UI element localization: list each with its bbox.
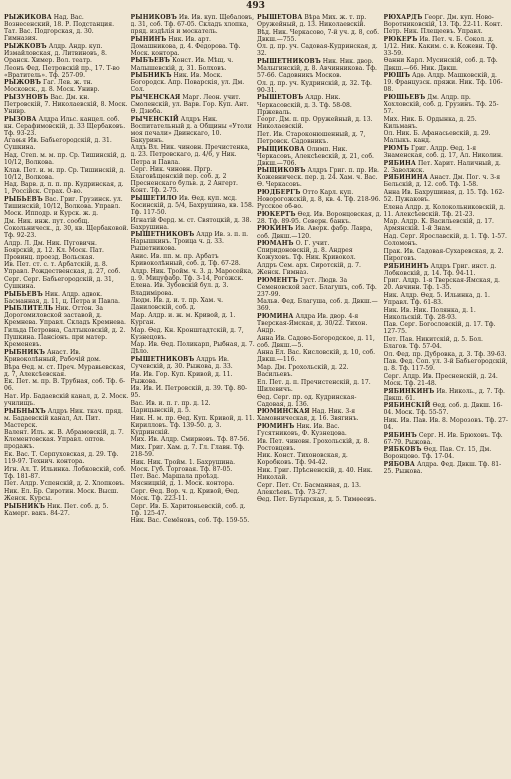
entry-surname: РЮШЪ	[383, 72, 411, 80]
entry-details: Ек. Пет. м. пр. В. Трубная, соб. Тф. 6-06.	[4, 378, 126, 393]
entry-surname: РЮМЪ	[383, 145, 410, 152]
directory-entry	[384, 72, 509, 93]
entry-details: Ник. Ив. Вас. Гусятниковъ, Ф. Кузнецова.	[257, 422, 347, 437]
entry-details: Анаст. Дм. Пог. ч. 3-я Бельскій, д. 12. соб. Тф. 1-58.	[383, 174, 501, 189]
directory-entry	[257, 364, 382, 378]
entry-surname: РЫШЕТОВЪ	[257, 94, 304, 102]
entry-details: Мих. Ив. Алдр. Смирновъ. Тф. 87-56.	[130, 436, 250, 444]
directory-entry	[131, 341, 256, 355]
directory-entry	[257, 277, 382, 298]
entry-details: Григ. Алдр. 1-я Тверская-Ямская, д. 20. Авчинн. Тф. 1-35.	[383, 277, 500, 292]
directory-entry	[384, 218, 509, 232]
entry-details: Ел. Пет. д. п. Пречистенскій, д. 17. Шилевичъ.	[257, 378, 371, 393]
entry-details: Отто Карл. куп. Новорогожскій, д. 8, кв. 4. Тф. 218-96. Русское об-во.	[257, 189, 381, 211]
entry-details: Ѳед. Пав. Ст. 15, Дм. Воронцово. Тф. 17-04.	[383, 446, 492, 461]
entry-surname: РЫШЕТОВА	[257, 14, 303, 21]
entry-surname: РЫШЕТНИКОВЪ	[257, 58, 321, 66]
entry-surname: РЫЧЕНСКАЯ	[130, 93, 181, 101]
directory-entry	[4, 276, 129, 290]
entry-details: Серг. Ѳед. Вор. ч. д. Кривой, Ѳед. Моск. Тф. 223-11.	[130, 488, 240, 503]
directory-entry	[384, 373, 509, 387]
entry-details: Ник. Оттон. За Дорогомиловской заставой, д. Кремнева. Управл. Складъ Кремнева.	[4, 305, 126, 327]
entry-surname: РЮКЕРТЪ	[257, 210, 296, 218]
directory-entry	[257, 58, 382, 79]
entry-details: Ол. Ник. Б. Афанасьевскій, д. 29. Малыкъ. канд.	[383, 130, 491, 145]
entry-surname: РЫЩИКОВЪ	[257, 167, 306, 175]
entry-details: Алдръ Григ. п. пр. Ив. Кожевническ. пер. д. 24. Хам. ч. Вас. Ѳ. Черкасовъ.	[257, 167, 379, 189]
directory-entry	[384, 417, 509, 431]
entry-details: Ѳед. Ив. Воронцовская, д. 28. Тф. 89-95. Северн. банкъ.	[257, 210, 382, 225]
directory-entry	[384, 174, 509, 188]
directory-entry	[384, 57, 509, 71]
entry-details: Ѳед. соб. д. Двкш. 16-04. Моск. Тф. 55-57.	[383, 402, 503, 417]
entry-surname: РЯБИНИНЪ	[383, 262, 429, 270]
entry-details: Пав. Фед. Соп. ул. 3-й Бабьегородскій, д. 8. Тф. 117-59.	[383, 358, 508, 373]
entry-surname: РЯБИНИНА	[383, 174, 428, 182]
entry-details: Мар. Ѳед. Кн. Кронштадтскій, д. 7, Кузнецовъ.	[130, 326, 244, 341]
directory-entry	[257, 394, 382, 408]
directory-entry	[131, 312, 256, 326]
entry-surname: РЫЖОВЪ	[4, 79, 42, 87]
entry-details: Ник. Пет. соб. д. 5. Камерг. вакъ. 84-27.	[4, 502, 109, 517]
directory-entry	[4, 305, 129, 326]
entry-details: Ив. Ѳед. куп. мсд. Косинскій, д. 5/4, Бахрушина, кв. 158. Тф. 117-50.	[130, 194, 254, 217]
directory-entry	[384, 14, 509, 35]
entry-details: Ол. Фед. пр. Дубровка, д. 3. Тф. 39-63.	[383, 350, 507, 358]
directory-entry	[4, 349, 129, 363]
entry-surname: РЫШЕТНИКОВЪ	[130, 231, 195, 239]
column-4	[384, 14, 509, 776]
entry-details: Клав. Пет. и. м. пр. Ср. Тишинскій, д. 10/12, Волкова.	[4, 166, 126, 181]
entry-details: Пет. Вас. Маршала проѣзд. Мясницкій, д. 1. Моск. контора.	[130, 473, 235, 488]
entry-surname: РЫЗОВА	[4, 115, 37, 123]
entry-details: Алдра. Фед. Двкш. Тф. 81-25. Рыжова.	[383, 461, 502, 476]
entry-details: Анна Ел. Вас. Кисловскій, д. 10, соб. Двкш.—116.	[257, 349, 376, 364]
directory-entry	[131, 473, 256, 487]
directory-entry	[4, 378, 129, 392]
directory-entry	[4, 466, 129, 480]
directory-entry	[131, 385, 256, 399]
directory-entry	[257, 94, 382, 115]
directory-entry	[257, 240, 382, 261]
entry-details: Алдръ Ник. ткач. пряд. м. Бадаевскій канал, Ал. Пит. Мастерск.	[4, 407, 123, 429]
entry-details: Конст. Ив. Мѣщ. ч. Малышевскій, д. 31. Болховъ.	[130, 57, 234, 72]
directory-entry	[384, 263, 509, 277]
entry-details: Мих. Ник. Б. Ордынка, д. 25. Кильманъ.	[383, 115, 477, 130]
entry-details: Вас. Григ. Грузинск. ул. Тишинскій, 10/12, Волкова. Управл. Моск. Ипподр. и Курск. ж. д.	[4, 196, 123, 218]
entry-details: Серг. Ник. чиновн. Пргр. Благовѣщенскій пер. соб. д. 2 Пресненскаго бульв. д. 2 Ангерт. Конт. Тф. 2-75.	[130, 166, 238, 195]
directory-entry	[131, 436, 256, 443]
entry-details: Алдръ Ив. Сучевскій, д. 30. Рыжова, д. 33.	[130, 355, 233, 370]
directory-entry	[384, 292, 509, 306]
entry-details: Ив. Николь., д. 7. Тф. Двкш. 61.	[383, 387, 505, 402]
directory-entry	[4, 137, 129, 151]
directory-entry	[257, 146, 382, 167]
column-2	[131, 14, 256, 776]
entry-details: Алдр Ив. з. п. п. Нарышкинъ. Троица ч. д. 33. Рышетникова.	[130, 231, 249, 253]
entry-surname: РЫБНИКЪ	[4, 502, 46, 510]
directory-entry	[384, 336, 509, 350]
entry-surname: РЫШЕТНИКОВЪ	[130, 355, 195, 363]
entry-surname: РЮДБЕРГЪ	[257, 189, 301, 197]
directory-entry	[257, 423, 382, 437]
entry-details: Ѳед. Серг. пр. од. Кудринская-Садовая, д. 136.	[257, 393, 357, 408]
directory-entry	[384, 461, 509, 475]
entry-surname: РЮШЬЕВЪ	[383, 93, 426, 101]
entry-details: Ив. Ив. И. Петровскій, д. 39. Тф. 80-95.	[130, 385, 248, 400]
entry-details: Анаст. Ив. Кривоколѣнный, Рабочій дом.	[4, 348, 101, 363]
entry-details: Мальв. Фед. Благуша, соб. д. Двкш.—369.	[257, 298, 378, 313]
entry-details: Георг. Дм. куп. Ново-Воротниковскій, 13. Тф. 22-11. Конт. Петр. Ник. Плещеевъ. Управл.	[383, 14, 503, 36]
entry-details: Ив. Ив. куп. Щебаловъ, д. 31, соб. Тф. 67-05. Складъ хлопка, пряд. издѣлія и москатель.	[130, 14, 255, 36]
directory-entry	[257, 335, 382, 349]
entry-surname: РЫБНЫХЪ	[4, 407, 46, 415]
entry-details: Алдра Ив. двор. 4-я Тверская-Ямская, д. 30/22. Тихон. Андр.	[257, 313, 368, 335]
entry-details: Мар. Алдр. К. Васильевскій, д. 17. Армянскій. 1-й Знам.	[383, 218, 494, 233]
directory-entry	[131, 444, 256, 458]
entry-details: Пав. Серг. Богословскій, д. 17. Тф. 127-75.	[383, 321, 496, 336]
directory-entry	[131, 195, 256, 216]
directory-entry	[131, 327, 256, 341]
entry-surname: РЯБИНСКІЙ	[383, 402, 431, 410]
entry-details: Алдръ Григ. инст. д. Лобковскій, д. 14. Тф. 94-11.	[383, 262, 497, 277]
entry-details: Ѳанни Карл. Мусинскій, соб. д. Тф. Двкш.—66. Ник. Двкш.	[383, 57, 498, 72]
entry-surname: РЮМИНСКАЯ	[257, 408, 310, 416]
entry-surname: РЫБЬЕВЪ	[4, 196, 43, 204]
entry-details: Мар. Дм. Грохольскій, д. 22. Васильевъ.	[257, 364, 349, 379]
directory-entry	[4, 65, 129, 79]
entry-details: Ек. Вас. Т. Серпуховская, д. 29. Тф. 119-97. Технич. контора.	[4, 451, 119, 466]
entry-details: Пет. Ив. Староконюшенный, д. 7, Петровск. Садовникъ.	[257, 130, 366, 145]
directory-entry	[257, 349, 382, 363]
entry-details: Ник. Ник. двор. Малыгинскій, д. 8. Авчинникова. Тф. 57-66. Садовникъ Москов.	[257, 58, 377, 80]
entry-details: Нат. Ир. Бадаевскій канал, д. 2. Моск. училищъ.	[4, 392, 129, 407]
directory-entry	[131, 94, 256, 115]
entry-details: Ив. Аверк. фабр. Лавра, соб. Двкш.—120.	[257, 225, 373, 240]
entry-details: Над. Варв. д. п. п. пр. Кудринская, д. 1, Россійск. Страх. О-во.	[4, 181, 124, 196]
directory-entry	[4, 181, 129, 195]
entry-surname: РЮКЕРЪ	[383, 35, 418, 43]
entry-details: Ник. Конст. Тихоновская, д. Коробковъ. Тф. 94-42.	[257, 452, 348, 467]
directory-entry	[384, 189, 509, 203]
entry-details: Гильда Петровна, Салтыковскій, д. 2. Пушкина. Пансіонъ. при матер. Кременевъ.	[4, 327, 126, 349]
entry-details: Игнатій Ферд. м. ст. Святоцкій, д. 38. Бахрушина.	[130, 216, 252, 231]
entry-details: Ив. Ив. Гор. Куп. Кривой, д. 11. Рыжова.	[130, 370, 233, 385]
entry-surname: РЫЖИКОВА	[4, 14, 52, 21]
entry-details: Мар. Ив. Ѳед. Поликарп, Рыбная, д. 7. Дѣло.	[130, 341, 255, 356]
directory-entry	[384, 402, 509, 416]
directory-entry	[4, 116, 129, 137]
entry-surname: РЯБИНКИНЪ	[383, 387, 435, 395]
directory-entry	[4, 240, 129, 261]
directory-entry	[131, 282, 256, 296]
directory-entry	[384, 277, 509, 291]
entry-surname: РЫНИНЪ	[130, 35, 167, 43]
entry-surname: РЫБЪЕВЪ	[130, 57, 171, 65]
directory-entry	[131, 14, 256, 35]
entry-surname: РЮМЕНТЪ	[257, 276, 298, 284]
directory-entry	[257, 408, 382, 422]
entry-surname: РЫЖКОВЪ	[4, 42, 47, 50]
directory-entry	[4, 364, 129, 378]
directory-entry	[131, 144, 256, 165]
entry-details: Вѣра Ѳед. м. ст. Преч. Муравьевская, д. 7, Алексѣевская.	[4, 363, 126, 378]
entry-details: Ол. д. пр. уч. Кудринскій, д. 32. Тф. 90-31.	[257, 79, 372, 94]
directory-entry	[131, 57, 256, 71]
directory-entry	[131, 415, 256, 436]
entry-details: Ник. Алдр. Ѳед. 5. Ильинка, д. 1. Управл. Тф. 61-83.	[383, 291, 490, 306]
directory-entry	[257, 14, 382, 28]
directory-entry	[4, 429, 129, 450]
directory-entry	[257, 29, 382, 43]
column-3	[257, 14, 382, 776]
directory-entry	[257, 467, 382, 481]
directory-entry	[257, 80, 382, 94]
entry-surname: РЯБКОВЪ	[383, 446, 422, 454]
directory-entry	[131, 459, 256, 473]
entry-details: Над. Серг. Ярославскій, д. 1. Тф. 1-57. Соломонъ.	[383, 233, 507, 248]
entry-details: Серг. Ив. Б. Харитоньевскій, соб. д. Тф. 125-47.	[130, 502, 246, 517]
entry-details: Ник. Алдр. адвок. Басманная, д. 11, ц. Петра и Павла.	[4, 290, 120, 305]
entry-details: Прак. Ив. Садовая-Сухаревская, д. 2. Пироговъ.	[383, 247, 504, 262]
entry-surname: РЫБНИКЪ	[4, 348, 46, 356]
entry-details: Елена. Ив. Зубовскій бул. д. 3. Владимірова.	[130, 282, 229, 297]
entry-details: Дм. Ник. инж. пут. сообщ. Сокольническ., д. 30, кв. Щербаковой. Тф. 92-23.	[4, 217, 129, 239]
entry-surname: РЯБИНЪ	[383, 431, 417, 439]
directory-entry	[131, 231, 256, 252]
directory-entry	[4, 261, 129, 275]
entry-surname: РЫЩИКОВА	[257, 145, 305, 153]
entry-surname: РЫНИКОВЪ	[130, 14, 177, 21]
directory-entry	[257, 116, 382, 130]
directory-entry	[384, 94, 509, 115]
entry-details: Пет. Алдр. Успенскій, д. 2. Хлопковъ.	[4, 480, 125, 488]
entry-details: Дм. Алдр. пр. Хохловскій, соб. д. Грузинъ. Тф. 25-57.	[383, 93, 499, 115]
entry-details: Вѣра Мих. ж. т. пр. Оружейный, д. 13. Николаевскій.	[257, 14, 367, 29]
entry-details: Анис. Ив. пп. м. пр. Арбатъ Кривоколѣнный, соб. д. Тф. 67-28.	[130, 253, 241, 268]
entry-details: Агаѳья Ив. Бабьегородскій, д. 31. Сушкина.	[4, 137, 112, 152]
entry-details: Валент. Илъ. ж. В. Абрамовскій, д. 7. Клементовская. Управл. оптов. продажъ.	[4, 429, 124, 451]
entry-details: Густ. Людв. За Семеновской заст. Благушъ, соб. Тф. 237-99.	[257, 276, 377, 298]
entry-details: Над. Степ. м. м. пр. Ср. Тишинскій, д. 10/12, Волкова.	[4, 152, 127, 167]
directory-entry	[257, 211, 382, 225]
directory-entry	[384, 446, 509, 460]
directory-entry	[257, 298, 382, 312]
entry-surname: РЮКИНЪ	[257, 225, 294, 233]
directory-entry	[257, 452, 382, 466]
entry-details: Над. Ник. 3-я Хамовническая, д. 16. Звягинъ.	[257, 408, 359, 423]
directory-entry	[131, 253, 256, 267]
entry-details: Анна Ив. Садово-Богородское, д. 11, соб. Двкш.—5.	[257, 334, 375, 349]
directory-entry	[4, 94, 129, 115]
entry-details: Адѳ. Алдр. Машковскій, д. 19. Французск. пряжи. Ник. Тф. 106-08.	[383, 72, 503, 94]
entry-surname: РЮМАНЪ	[257, 240, 294, 248]
directory-entry	[4, 196, 129, 217]
entry-details: Ив. Пет. ст. с. т. Арбатскій, д. 8. Управл. Рождественская, д. 27, соб.	[4, 261, 121, 276]
entry-details: Пет. Пав. Никитскій, д. 5. Бол. Благов. Тф. 57-04.	[383, 335, 483, 350]
column-1	[4, 14, 129, 776]
directory-entry	[4, 218, 129, 239]
directory-entry	[131, 356, 256, 370]
entry-details: Алдра Ильс. канцел. соб. кн. Серафимовскій, д. 33 Щербаковъ. Тф. 93-23.	[4, 115, 126, 137]
directory-entry	[384, 130, 509, 144]
entry-details: Ник. Ел. Бр. Сиротин. Моск. Высш. Женск. Курсы.	[4, 488, 119, 503]
entry-surname: РЫЗУНОВЪ	[4, 93, 49, 101]
directory-entry	[131, 371, 256, 385]
directory-entry	[384, 432, 509, 446]
entry-details: Ник. Ив. арт. Домашникова, д. 4. Федорова. Тф. Моск. контора.	[130, 35, 241, 57]
directory-entry	[4, 291, 129, 305]
directory-entry	[131, 400, 256, 414]
entry-surname: РЮМИНЪ	[257, 422, 295, 430]
entry-details: Алдр. Ник. Черкасовскій, д. 3. Тф. 58-08. Пржеваль.	[257, 94, 352, 116]
directory-entry	[384, 388, 509, 402]
entry-details: Игн. Ал. Т. Ильинка. Лобковскій, соб. Тф. 181-87.	[4, 465, 126, 480]
directory-entry	[4, 79, 129, 93]
entry-details: Алдр. Андр. куп. Измайловская, д. Литвиновъ, 8. Оранск. Химер. Вол. театр.	[4, 42, 107, 64]
directory-entry	[257, 262, 382, 276]
directory-entry	[4, 488, 129, 502]
entry-details: Алдръ Ник. Воспитательный д. а Общины «Утоли моя печали» Двинскаго, 10. Бакуринъ.	[130, 115, 252, 144]
directory-entry	[4, 503, 129, 517]
directory-entry	[384, 116, 509, 130]
entry-details: Мих. Григ. Хам. д. 7. Гл. Главн. Тф. 218-59.	[130, 444, 245, 459]
directory-entry	[257, 379, 382, 393]
directory-entry	[257, 131, 382, 145]
directory-entry	[257, 438, 382, 452]
entry-details: Леонъ Фед. Петровскій пр., 17. Т-во «Вратитель». Тф. 257-09.	[4, 64, 120, 79]
entry-details: Серг. Серг. Бабьегородскій, д. 31, Сушкина.	[4, 276, 114, 291]
entry-details: Ник. Григ. Прѣсненскій, д. 40. Ник. Николай.	[257, 466, 373, 481]
directory-entry	[257, 189, 382, 210]
directory-entry	[257, 43, 382, 57]
entry-details: Ол. д. пр. уч. Садовая-Кудринская, д. 32.	[257, 43, 378, 58]
entry-details: Ник. Ив. Пав. Ив. 8. Морозовъ. Тф. 27-04.	[383, 417, 508, 432]
directory-entry	[384, 307, 509, 321]
entry-details: Людм. Ив. д. и. т. пр. Хам. ч. Даниловскій, соб. д.	[130, 297, 224, 312]
entry-surname: РЯБИНА	[383, 159, 417, 167]
entry-details: Григ. Алдр. Ѳед. 1-я Знаменская, соб. д. 17, Ал. Николин.	[383, 145, 503, 160]
directory-entry	[4, 327, 129, 348]
directory-entry	[131, 116, 256, 144]
directory-entry	[4, 14, 129, 42]
entry-details: О. Г. учит. Спиридоновскій, д. 8. Андрея Кожуховъ. Тф. Ник. Кривокол.	[257, 240, 356, 262]
entry-details: Вѣд. Ник. Черкасово, 7-й уч. д. 8, соб. Двкш.—755.	[257, 28, 380, 43]
directory-entry	[384, 36, 509, 57]
entry-details: Георг. Дм. п. пр. Оружейный, д. 13. Николаевскій.	[257, 116, 373, 131]
entry-surname: РЫБЛИТЕЛЬ	[4, 305, 54, 313]
directory-entry	[131, 217, 256, 231]
directory-entry	[131, 488, 256, 502]
page-number: 493	[246, 1, 265, 11]
entry-surname: РЮМИНА	[257, 313, 294, 321]
entry-details: Ив. Пет. ч. Б. Сокол. д. 1/12. Ник. Каким. с. в. Кожевн. Тф. 33-59.	[383, 35, 498, 57]
entry-surname: РЫБЬЕВЪ	[4, 290, 43, 298]
entry-details: Ник. Вас. Семёновъ, соб. Тф. 159-55.	[130, 517, 250, 525]
entry-details: Ник. Н. м. пр. Ѳед. Куп. Кривой, д. 11. Кирилловъ. Тф. 139-50. д. 3. Кудринскій.	[130, 414, 255, 436]
entry-surname: РЫЧЕНСКІЙ	[130, 115, 179, 123]
entry-surname: РЮХАРДЪ	[383, 14, 423, 21]
entry-details: Серг. Н. Ив. Брюховъ. Тф. 67-79. Рыжова.	[383, 431, 503, 446]
entry-details: Анна Ив. Бахрушиная, д. 15. Тф. 162-52. Пужаковъ.	[383, 189, 505, 204]
directory-entry	[4, 408, 129, 429]
entry-details: Ѳед. Пет. Бутырская, д. 5. Тимѳеевъ.	[257, 496, 377, 504]
directory-entry	[4, 393, 129, 407]
directory-entry	[384, 233, 509, 247]
directory-entry	[384, 358, 509, 372]
entry-details: Алдъ Вл. Ник. чиновн. Пречистенка, д. 23. Петровскаго, д. 4/6, у Ник. Петра и Павла.	[130, 144, 250, 166]
directory-entry	[257, 167, 382, 188]
entry-details: Гаг. Лев. ж. тн. Московск., д. 8. Моск. Унивр.	[4, 79, 100, 94]
entry-details: Алдръ Сем. арх. Сиротскій, д. 7. Женск. Гимназ.	[257, 261, 361, 276]
entry-details: Алдр. Л. Дм. Ник. Пуговичн. Боярскій, д. 12. Кл. Моск. Пат. Провинц. проезд. Вольская.	[4, 239, 104, 261]
directory-entry	[384, 321, 509, 335]
entry-details: Олимп. Ник. Черкасовъ, Алексѣевскій, д. 21, соб. Двкш.—706.	[257, 145, 374, 167]
directory-entry	[384, 204, 509, 218]
directory-entry	[131, 517, 256, 524]
directory-columns	[4, 14, 508, 776]
directory-entry	[257, 225, 382, 239]
entry-details: Пет. Харит. Наличный, д. 2. Заволжск.	[383, 159, 501, 174]
directory-entry	[384, 248, 509, 262]
directory-entry	[4, 451, 129, 465]
entry-details: Ив. Пет. чиновн. Грохольскій, д. 8. Ростовцевъ.	[257, 437, 370, 452]
directory-entry	[4, 43, 129, 64]
directory-entry	[131, 166, 256, 194]
directory-entry	[384, 160, 509, 174]
entry-surname: РЫШЕТИЛО	[130, 194, 177, 202]
entry-details: Вас. Дм. кн. Петровскій, 7. Николаевскій, 8. Моск. Унивр.	[4, 93, 128, 115]
entry-details: Серг. Пет. Ст. Басманная, д. 13. Алексѣевъ. Тф. 73-27.	[257, 481, 361, 496]
entry-details: Марг. Леон. учит. Смоленскій, ул. Варв. Гор. Куп. Ант. Ѳ. Дзюба.	[130, 93, 249, 115]
directory-entry	[4, 152, 129, 166]
entry-details: Ник. Ник. Тройм. 1. Бахрушина. Моск. Губ. Торговая. Тф. 87-05.	[130, 458, 236, 473]
directory-entry	[257, 482, 382, 496]
entry-details: Над. Вас. Вознесенский, 18. Р. Подстанция. Тат. Вас. Подгорская, д. 30. Гимназия.	[4, 14, 115, 43]
directory-entry	[131, 36, 256, 57]
entry-details: Алдр. Ник. Тройм. ч. 3. д. Маросейка, д. 9. Мицуфабр. Тф. 3-14, Рогожск.	[130, 267, 254, 282]
directory-entry	[4, 480, 129, 487]
entry-details: Ник. Ив. Моск. Богородск. Апр. Поварскія, ул. Дм. Сол.	[130, 72, 245, 94]
entry-surname: РЫБНИКЪ	[130, 72, 172, 80]
entry-details: Ник. Ив. Ник. Полянка, д. 1. Никольскій. Тф. 28-93.	[383, 306, 476, 321]
directory-entry	[131, 503, 256, 517]
entry-details: Вас. Ив. и. п. г. пр. д. 12. Царицынскій, д. 5.	[130, 399, 211, 414]
entry-details: Елена Алдр. д. Колокольниковскій, д. 11. Алексѣевскій. Тф. 21-23.	[383, 203, 506, 218]
directory-entry	[257, 313, 382, 334]
entry-surname: РЯБОВА	[383, 461, 415, 469]
directory-entry	[4, 167, 129, 181]
entry-details: Серг. Алдр. Ив. Пресненскій, д. 24. Моск. Тф. 21-48.	[383, 372, 498, 387]
directory-entry	[384, 145, 509, 159]
entry-details: Мар. Алдр. и. ж. м. Кривой, д. 1. Курган.	[130, 311, 236, 326]
directory-entry	[131, 268, 256, 282]
directory-entry	[131, 297, 256, 311]
directory-entry	[131, 72, 256, 93]
directory-entry	[257, 496, 382, 503]
directory-entry	[384, 351, 509, 358]
